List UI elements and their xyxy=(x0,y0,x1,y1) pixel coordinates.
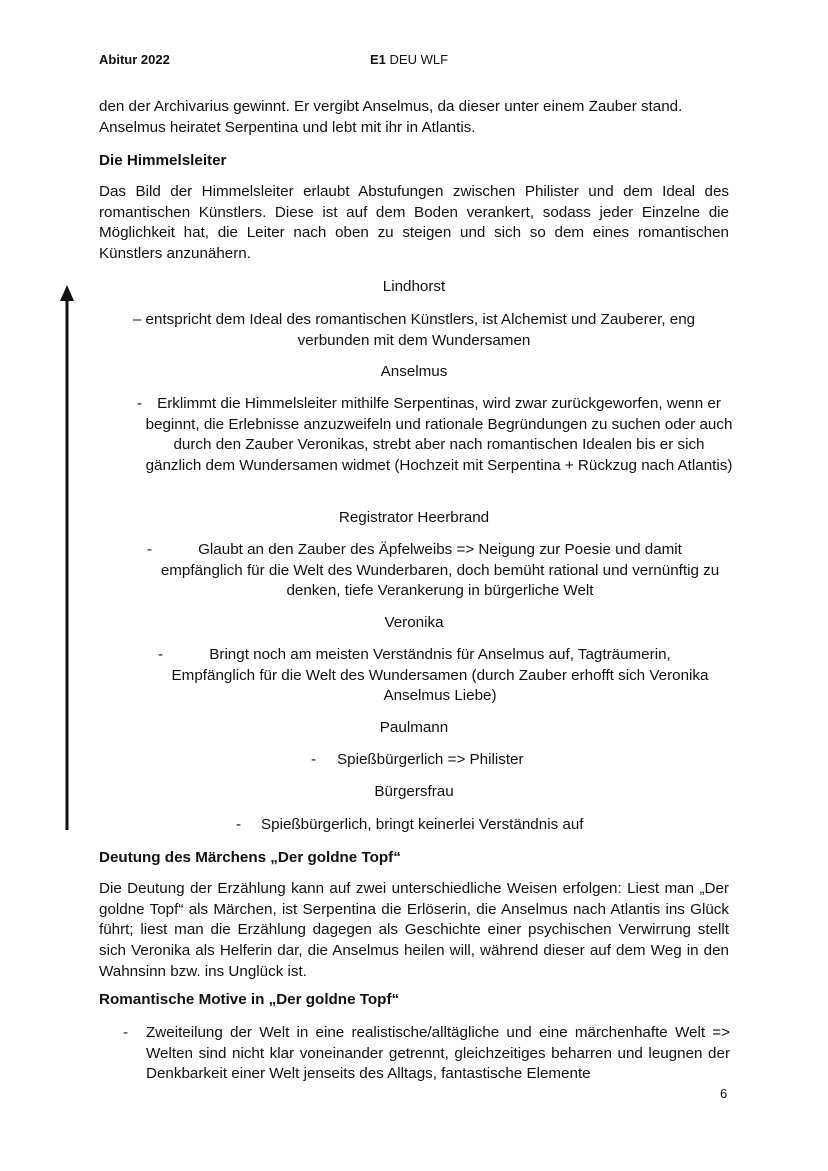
level-desc-veronika: Bringt noch am meisten Verständnis für Anselmus auf, Tagträumerin, Empfänglich für die Welt des Wundersamen (durch Zauber erhofft sich Veronika Anselmus Liebe) xyxy=(171,646,709,705)
level-name-anselmus: Anselmus xyxy=(380,363,448,380)
header-title: Abitur 2022 xyxy=(99,52,170,67)
level-dash-anselmus: - xyxy=(137,395,143,412)
level-desc-heerbrand: Glaubt an den Zauber des Äpfelweibs => Neigung zur Poesie und damit empfänglich für die Welt des Wunderbaren, doch bemüht rational und vernünftig zu denken, tiefe Verankerung in bürgerliche Welt xyxy=(160,541,720,600)
level-dash-veronika: - xyxy=(158,646,164,663)
level-desc-lindhorst: – entspricht dem Ideal des romantischen Künstlers, ist Alchemist und Zauberer, eng verbunden mit dem Wundersamen xyxy=(132,311,696,349)
motive-dash: - xyxy=(123,1024,129,1041)
level-dash-buergersfrau: - xyxy=(236,816,242,833)
level-name-veronika: Veronika xyxy=(384,614,444,631)
page-number: 6 xyxy=(720,1086,728,1101)
himmelsleiter-heading: Die Himmelsleiter xyxy=(99,152,227,169)
intro-paragraph: den der Archivarius gewinnt. Er vergibt Anselmus, da dieser unter einem Zauber stand. Anselmus heiratet Serpentina und lebt mit ihr in Atlantis. xyxy=(99,98,683,136)
level-name-buergersfrau: Bürgersfrau xyxy=(374,783,454,800)
level-name-lindhorst: Lindhorst xyxy=(382,278,446,295)
level-name-paulmann: Paulmann xyxy=(379,719,449,736)
himmelsleiter-text: Das Bild der Himmelsleiter erlaubt Abstufungen zwischen Philister und dem Ideal des romantischen Künstlers. Diese ist auf dem Boden verankert, sodass jeder Einzelne die Möglichkeit hat, die Leiter nach oben zu steigen und sich so dem eines romantischen Künstlers anzunähern. xyxy=(99,183,729,263)
motive-heading: Romantische Motive in „Der goldne Topf“ xyxy=(99,991,400,1008)
header-code-bold: E1 xyxy=(370,52,386,67)
level-desc-anselmus: Erklimmt die Himmelsleiter mithilfe Serpentinas, wird zwar zurückgeworfen, wenn er beginnt, die Erlebnisse anzuzweifeln und rationale Begründungen zu suchen oder auch durch den Zauber Veronikas, strebt aber nach romantischen Idealen bis er sich gänzlich dem Wundersamen widmet (Hochzeit mit Serpentina + Rückzug nach Atlantis) xyxy=(145,395,733,475)
deutung-text: Die Deutung der Erzählung kann auf zwei unterschiedliche Weisen erfolgen: Liest man „Der goldne Topf“ als Märchen, ist Serpentina die Erlöserin, die Anselmus nach Atlantis ins Glück führt; liest man die Erzählung dagegen als Geschichte einer psychischen Verwirrung stellt sich Veronika als Helferin dar, die Anselmus heilen will, während dieser auf dem Weg in den Wahnsinn bzw. ins Unglück ist. xyxy=(99,880,729,980)
motive-item: Zweiteilung der Welt in eine realistische/alltägliche und eine märchenhafte Welt => Welten sind nicht klar voneinander getrennt, gleichzeitiges beharren und leugnen der Denkbarkeit einer Welt jenseits des Alltags, fantastische Elemente xyxy=(146,1024,730,1083)
level-desc-buergersfrau: Spießbürgerlich, bringt keinerlei Verständnis auf xyxy=(261,816,584,833)
header-code xyxy=(370,52,448,67)
level-desc-paulmann: Spießbürgerlich => Philister xyxy=(337,751,524,768)
ladder-arrow-icon xyxy=(60,285,74,830)
deutung-heading: Deutung des Märchens „Der goldne Topf“ xyxy=(99,849,401,866)
level-dash-paulmann: - xyxy=(311,751,317,768)
level-dash-heerbrand: - xyxy=(147,541,153,558)
header-code-rest: DEU WLF xyxy=(385,52,449,67)
level-name-heerbrand: Registrator Heerbrand xyxy=(338,509,490,526)
